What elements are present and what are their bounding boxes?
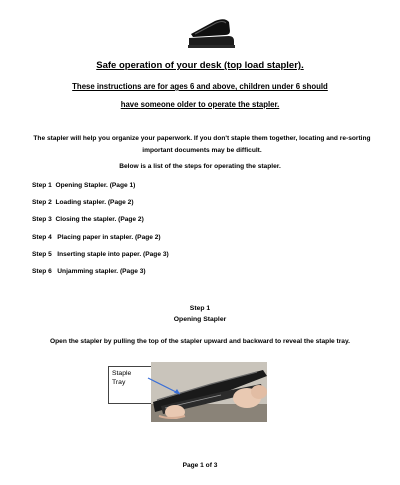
- step-number: Step 6: [32, 267, 52, 275]
- age-notice-line-1: These instructions are for ages 6 and above, children under 6 should: [72, 82, 328, 91]
- step-number: Step 4: [32, 233, 52, 241]
- step-number: Step 2: [32, 199, 52, 207]
- page-number: Page 1 of 3: [182, 462, 218, 469]
- stapler-icon: [185, 14, 237, 54]
- intro-paragraph: The stapler will help you organize your paperwork. If you don't staple them together, locating and re-sorting important documents may be difficult.: [33, 135, 371, 154]
- callout-line-2: Tray: [112, 379, 126, 386]
- step-text: Loading stapler. (Page 2): [55, 199, 134, 207]
- list-item: [32, 249, 169, 266]
- list-item: [32, 180, 169, 197]
- step-text: Opening Stapler. (Page 1): [55, 182, 136, 189]
- step-number: Step 1: [32, 182, 52, 189]
- list-item: [32, 214, 169, 231]
- step-text: Unjamming stapler. (Page 3): [57, 267, 146, 275]
- step-text: Closing the stapler. (Page 2): [55, 216, 144, 224]
- step-text: Placing paper in stapler. (Page 2): [57, 233, 161, 241]
- steps-list-intro: Below is a list of the steps for operating the stapler.: [119, 163, 281, 170]
- section-title: Opening Stapler: [173, 316, 227, 323]
- step-number: Step 3: [32, 216, 52, 224]
- step-number: Step 5: [32, 250, 52, 258]
- section-body: Open the stapler by pulling the top of the stapler upward and backward to reveal the staple tray.: [50, 338, 350, 345]
- list-item: [32, 266, 169, 283]
- list-item: [32, 232, 169, 249]
- callout-line-1: Staple: [112, 370, 132, 377]
- steps-list: [32, 180, 169, 283]
- step-text: Inserting staple into paper. (Page 3): [57, 250, 169, 258]
- section-heading: Step 1: [189, 305, 211, 312]
- callout-label: [112, 369, 148, 387]
- callout-arrow-icon: [146, 376, 186, 398]
- document-title: Safe operation of your desk (top load stapler).: [96, 60, 304, 71]
- age-notice-line-2: have someone older to operate the stapler.: [120, 100, 280, 109]
- list-item: [32, 197, 169, 214]
